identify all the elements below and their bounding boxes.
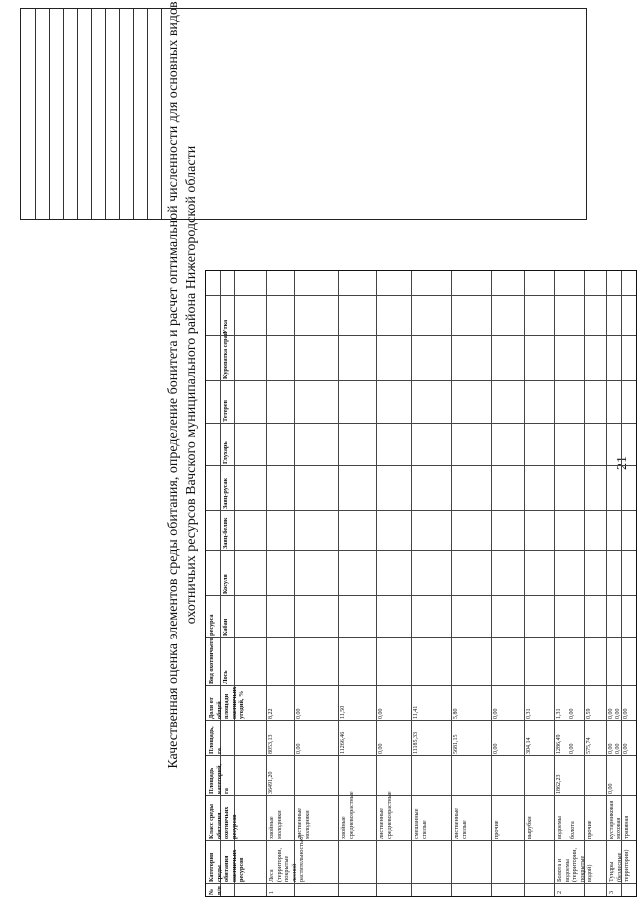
summary-row [63,9,64,219]
class-share: 0,00 [608,708,614,719]
species-header: Заяц-русак [222,477,229,509]
document-title: Качественная оценка элементов среды обитания, определение бонитета и расчет оптимальной численности для основных видов охотничьих ресурсов Вачского муниципального района Нижегородской области [166,1,199,769]
class-name: лиственные средневозрастные [378,791,393,839]
class-share: 8,22 [268,708,274,719]
class-share: 0,00 [623,708,629,719]
col-header-class: Класс среды обитания охотничьих ресурсов [208,804,238,839]
col-header-species-group: Вид охотничьего ресурса [208,614,215,684]
class-share: 11,41 [413,705,419,719]
col-header-no: № п/п [208,886,223,895]
species-header: Тетерев [222,400,229,422]
class-area: 8053,13 [268,734,274,754]
row-category: Болота и водоемы (территории, покрытые водой) [556,848,593,882]
class-name: прочие [493,820,500,839]
class-share: 0,00 [378,708,384,719]
class-name: лиственные спелые [453,807,468,839]
species-header: Лось [222,670,229,684]
class-name: прочие [586,820,593,839]
summary-row [35,9,36,219]
summary-row [161,9,162,219]
class-area: 11185,33 [413,731,419,754]
row-category: Леса (территории, покрытые лесной растительностью) [268,834,305,882]
summary-row [49,9,50,219]
class-name: моховая [615,817,622,839]
class-share: 0,00 [569,708,575,719]
class-area: 304,14 [526,737,532,754]
class-name: вырубки [526,816,533,839]
row-no: 3 [608,890,615,894]
col-header-share: Доля от общей площади охотничьих угодий, % [208,686,245,719]
class-share: 0,00 [615,708,621,719]
class-area: 0,00 [608,743,614,754]
class-name: водоемы [556,816,563,839]
col-header-class-area: Площадь, га [208,726,223,754]
row-no: 2 [556,890,563,894]
class-area: 0,00 [569,743,575,754]
class-share: 0,31 [526,708,532,719]
row-category: Тундры (безлесные территории) [608,849,630,882]
class-share: 5,80 [453,708,459,719]
species-header: Заяц-беляк [222,517,229,549]
class-area: 11266,46 [340,731,346,754]
class-share: 0,59 [586,708,592,719]
row-area: 1862,23 [556,774,562,794]
summary-row [91,9,92,219]
class-area: 0,00 [623,743,629,754]
class-area: 1286,49 [556,734,562,754]
class-share: 1,31 [556,708,562,719]
class-share: 11,50 [340,705,346,719]
class-area: 5681,15 [453,734,459,754]
summary-row [147,9,148,219]
col-header-area: Площадь категорий, га [208,763,230,794]
col-header-category: Категория среды обитания охотничьих ресурсов [208,849,245,882]
class-area: 575,74 [586,737,592,754]
row-area: 36491,20 [268,771,274,794]
summary-row [77,9,78,219]
summary-row [119,9,120,219]
class-name: болота [569,821,576,839]
class-name: смешанные спелые [413,808,428,839]
class-area: 0,00 [296,743,302,754]
species-header: Куропатка серая [222,331,229,379]
row-no: 1 [268,890,275,894]
class-share: 0,00 [493,708,499,719]
class-name: хвойные молодняки [268,810,283,839]
class-name: травяная [623,815,630,839]
class-area: 0,00 [615,743,621,754]
class-name: хвойные средневозрастные [340,791,355,839]
main-table [205,270,637,897]
species-header: Косуля [222,574,229,594]
species-header: Кабан [222,618,229,636]
class-area: 0,00 [493,743,499,754]
summary-row [133,9,134,219]
summary-table [20,8,587,220]
class-area: 0,00 [378,743,384,754]
page-number: 21 [615,456,630,470]
row-area: 0,00 [608,783,614,794]
summary-row [105,9,106,219]
species-header: Глухарь [222,441,229,464]
class-name: лиственные молодняки [296,807,311,839]
class-share: 0,00 [296,708,302,719]
class-name: кустарниковая [608,800,615,839]
species-header: Утка [222,319,229,334]
